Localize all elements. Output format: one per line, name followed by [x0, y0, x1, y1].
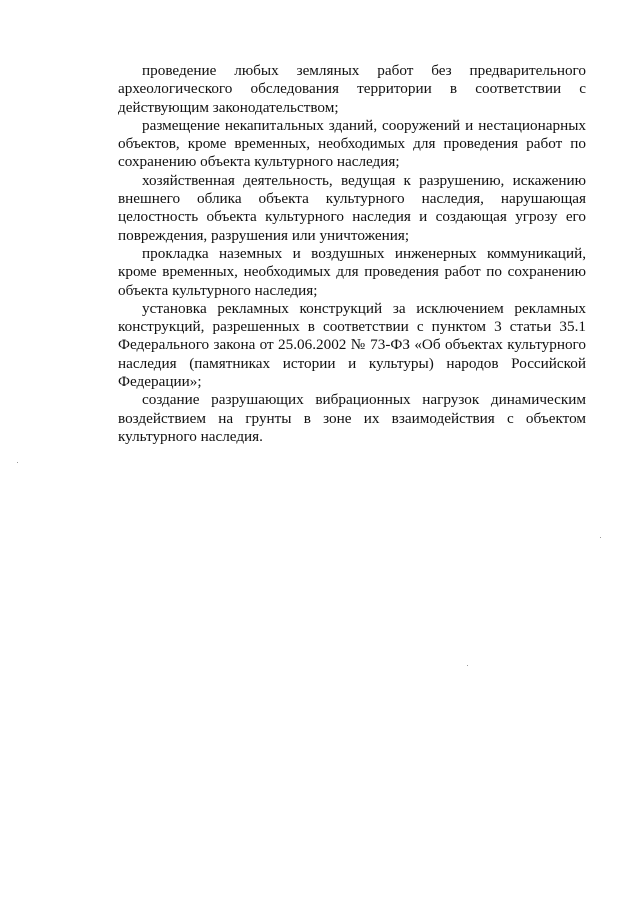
scan-speck [467, 665, 468, 666]
scan-speck [600, 537, 601, 538]
document-body [118, 62, 586, 446]
scan-speck [17, 462, 18, 463]
paragraph-advertising-structures: установка рекламных конструкций за исключением рекламных конструкций, разрешенных в соответствии с пунктом 3 статьи 35.1 Федерального закона от 25.06.2002 № 73-ФЗ «Об объектах культурного наследия (памятниках истории и культуры) народов Российской Федерации»; [118, 299, 586, 391]
paragraph-vibration-loads: создание разрушающих вибрационных нагрузок динамическим воздействием на грунты в зоне их взаимодействия с объектом культурного наследия. [118, 391, 586, 445]
paragraph-earthworks: проведение любых земляных работ без предварительного археологического обследования территории в соответствии с действующим законодательством; [118, 62, 586, 116]
paragraph-economic-activity: хозяйственная деятельность, ведущая к разрушению, искажению внешнего облика объекта культурного наследия, нарушающая целостность объекта культурного наследия и создающая угрозу его повреждения, разрушения или уничтожения; [118, 171, 586, 244]
paragraph-non-capital-buildings: размещение некапитальных зданий, сооружений и нестационарных объектов, кроме временных, необходимых для проведения работ по сохранению объекта культурного наследия; [118, 116, 586, 171]
paragraph-utility-lines: прокладка наземных и воздушных инженерных коммуникаций, кроме временных, необходимых для проведения работ по сохранению объекта культурного наследия; [118, 244, 586, 299]
